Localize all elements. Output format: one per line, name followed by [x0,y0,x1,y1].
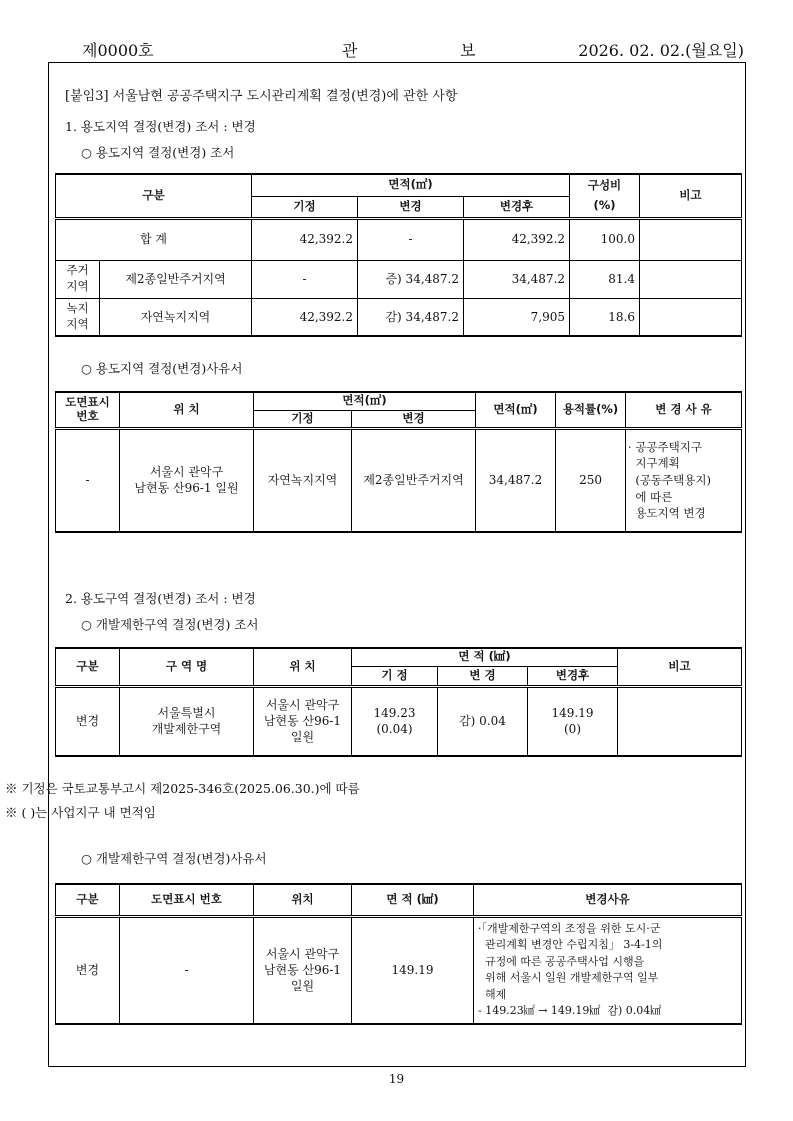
cell-change: - [358,218,464,260]
cell-change: 감) 34,487.2 [358,298,464,336]
cell-ratio: 100.0 [570,218,640,260]
header-existing: 기 정 [352,666,438,686]
cell-name: 제2종일반주거지역 [100,260,252,298]
cell-ratio: 18.6 [570,298,640,336]
cell-reason: · 공공주택지구 지구계획 (공동주택용지) 에 따른 용도지역 변경 [626,428,742,532]
cell-existing: 자연녹지지역 [254,428,352,532]
header-after: 변경후 [464,196,570,218]
note-1: ※ 기정은 국토교통부고시 제2025-346호(2025.06.30.)에 따름 [5,781,360,796]
cell-group: 녹지 지역 [56,298,100,336]
header-location: 위치 [254,884,352,916]
table-row [56,916,742,1024]
header-area2: 면적(㎡) [476,392,556,428]
header-reason: 변 경 사 유 [626,392,742,428]
cell-name: 자연녹지지역 [100,298,252,336]
cell-far: 250 [556,428,626,532]
header-change: 변경 [352,410,476,428]
cell-after: 149.19 (0) [528,686,618,756]
cell-area: 34,487.2 [476,428,556,532]
document-frame [5,62,746,1067]
cell-location: 서울시 관악구 남현동 산96-1 일원 [120,428,254,532]
gazette-title-char-1: 관 [342,41,358,60]
header-ratio-unit: (%) [570,196,640,218]
header-category: 구분 [56,174,252,218]
header-change: 변경 [358,196,464,218]
header-existing: 기정 [254,410,352,428]
cell-map: - [120,916,254,1024]
header-category: 구분 [56,884,120,916]
header-ratio: 구성비 [570,174,640,196]
table-row [56,428,742,532]
header-map-number: 도면표시 번호 [56,392,120,428]
table-row [56,298,742,336]
header-location: 위 치 [254,648,352,686]
section2-sub2: ○ 개발제한구역 결정(변경)사유서 [81,851,267,866]
cell-change: 감) 0.04 [438,686,528,756]
cell-map: - [56,428,120,532]
cell-change: 증) 34,487.2 [358,260,464,298]
header-area: 면적(㎡) [252,174,570,196]
section2-heading: 2. 용도구역 결정(변경) 조서 : 변경 [65,591,256,606]
page-header [48,28,744,62]
section1-sub2: ○ 용도지역 결정(변경)사유서 [81,361,243,376]
header-note: 비고 [640,174,742,218]
cell-reason: ·「개발제한구역의 조정을 위한 도시·군 관리계획 변경안 수립지침」 3-4-1의 규정에 따른 공공주택사업 시행을 위해 서울시 일원 개발제한구역 일부 해제 - 149.23㎢ → 149.19㎢ 감) 0.04㎢ [474,916,742,1024]
header-map-number: 도면표시 번호 [120,884,254,916]
cell-note [640,298,742,336]
header-area: 면적(㎡) [254,392,476,410]
cell-category: 변경 [56,916,120,1024]
zoning-reason-table [55,391,742,533]
cell-existing: 42,392.2 [252,218,358,260]
header-change: 변 경 [438,666,528,686]
header-location: 위 치 [120,392,254,428]
section1-sub1: ○ 용도지역 결정(변경) 조서 [81,145,235,160]
cell-ratio: 81.4 [570,260,640,298]
cell-after: 42,392.2 [464,218,570,260]
header-existing: 기정 [252,196,358,218]
table-row [56,686,742,756]
cell-category: 변경 [56,686,120,756]
cell-location: 서울시 관악구 남현동 산96-1 일원 [254,916,352,1024]
cell-group: 주거 지역 [56,260,100,298]
cell-after: 34,487.2 [464,260,570,298]
header-far: 용적률(%) [556,392,626,428]
restriction-reason-table [55,883,742,1025]
cell-existing: 42,392.2 [252,298,358,336]
header-area: 면 적 (㎢) [352,648,618,666]
section1-heading: 1. 용도지역 결정(변경) 조서 : 변경 [65,119,256,134]
header-reason: 변경사유 [474,884,742,916]
cell-location: 서울시 관악구 남현동 산96-1 일원 [254,686,352,756]
cell-note [640,260,742,298]
cell-change: 제2종일반주거지역 [352,428,476,532]
table-row [56,218,742,260]
development-restriction-table [55,647,742,757]
issue-date: 2026. 02. 02.(월요일) [578,41,744,60]
page-number: 19 [388,1072,405,1086]
table-row [56,260,742,298]
cell-after: 7,905 [464,298,570,336]
cell-note [618,686,742,756]
header-note: 비고 [618,648,742,686]
cell-note [640,218,742,260]
attachment-title: [붙임3] 서울남현 공공주택지구 도시관리계획 결정(변경)에 관한 사항 [65,89,458,104]
cell-existing: 149.23 (0.04) [352,686,438,756]
issue-number: 제0000호 [82,41,154,60]
gazette-title-char-2: 보 [460,41,476,60]
note-2: ※ ( )는 사업지구 내 면적임 [5,805,156,820]
header-after: 변경후 [528,666,618,686]
header-category: 구분 [56,648,120,686]
cell-area: 149.19 [352,916,474,1024]
cell-name: 합 계 [56,218,252,260]
section2-sub1: ○ 개발제한구역 결정(변경) 조서 [81,617,259,632]
zoning-table [55,173,742,337]
header-area: 면 적 (㎢) [352,884,474,916]
cell-zone-name: 서울특별시 개발제한구역 [120,686,254,756]
header-zone-name: 구 역 명 [120,648,254,686]
cell-existing: - [252,260,358,298]
